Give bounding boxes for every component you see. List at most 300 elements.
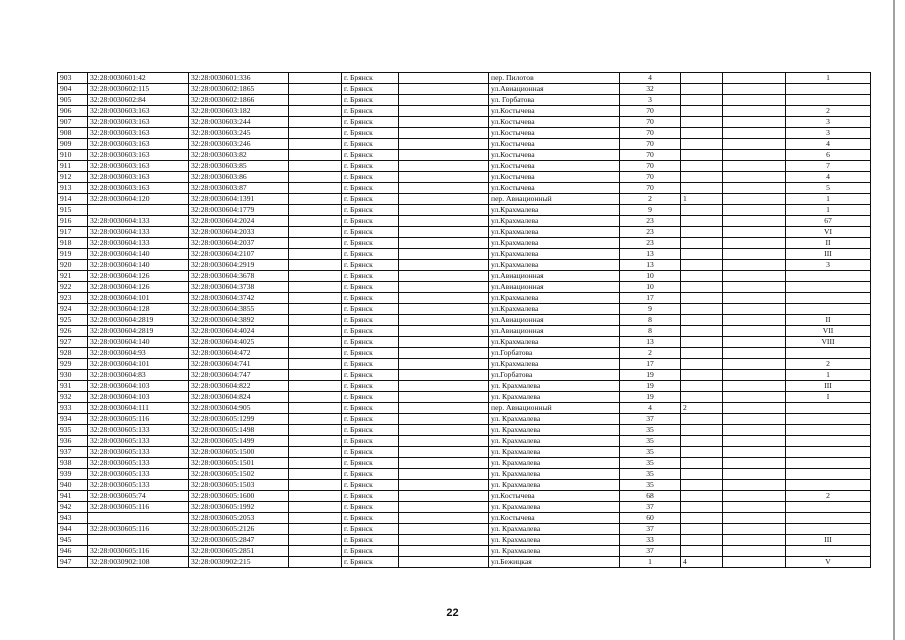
building-cell [681, 326, 723, 337]
empty-cell [399, 73, 489, 84]
apartment-cell: III [786, 381, 871, 392]
empty-cell [289, 392, 342, 403]
row-number-cell: 920 [58, 260, 88, 271]
empty-cell [399, 205, 489, 216]
cadastral-number-cell: 32:28:0030604:133 [88, 238, 189, 249]
table-row [58, 271, 871, 282]
building-cell [681, 282, 723, 293]
cadastral-number-cell: 32:28:0030604:120 [88, 194, 189, 205]
house-number-cell: 37 [620, 546, 681, 557]
street-cell: ул.Костычева [489, 106, 620, 117]
house-number-cell: 37 [620, 524, 681, 535]
street-cell: пер. Авиационный [489, 403, 620, 414]
empty-cell [723, 260, 786, 271]
cadastral-number-cell: 32:28:0030604:101 [88, 359, 189, 370]
building-cell [681, 370, 723, 381]
table-row [58, 392, 871, 403]
street-cell: ул. Крахмалева [489, 535, 620, 546]
empty-cell [399, 403, 489, 414]
apartment-cell: V [786, 557, 871, 568]
building-cell [681, 150, 723, 161]
row-number-cell: 934 [58, 414, 88, 425]
city-cell: г. Брянск [342, 84, 399, 95]
building-cell [681, 293, 723, 304]
house-number-cell: 35 [620, 480, 681, 491]
house-number-cell: 13 [620, 249, 681, 260]
page-number: 22 [446, 607, 459, 619]
object-cadastral-number-cell: 32:28:0030605:1600 [189, 491, 289, 502]
empty-cell [289, 249, 342, 260]
object-cadastral-number-cell: 32:28:0030604:472 [189, 348, 289, 359]
city-cell: г. Брянск [342, 304, 399, 315]
apartment-cell: 1 [786, 370, 871, 381]
city-cell: г. Брянск [342, 502, 399, 513]
city-cell: г. Брянск [342, 194, 399, 205]
empty-cell [289, 447, 342, 458]
empty-cell [289, 106, 342, 117]
table-row [58, 502, 871, 513]
object-cadastral-number-cell: 32:28:0030604:905 [189, 403, 289, 414]
table-row [58, 227, 871, 238]
cadastral-number-cell: 32:28:0030605:74 [88, 491, 189, 502]
empty-cell [399, 183, 489, 194]
apartment-cell: II [786, 315, 871, 326]
empty-cell [289, 183, 342, 194]
empty-cell [399, 139, 489, 150]
apartment-cell [786, 480, 871, 491]
city-cell: г. Брянск [342, 557, 399, 568]
house-number-cell: 32 [620, 84, 681, 95]
empty-cell [723, 84, 786, 95]
city-cell: г. Брянск [342, 381, 399, 392]
scan-edge-shadow [893, 0, 895, 640]
building-cell [681, 392, 723, 403]
house-number-cell: 70 [620, 139, 681, 150]
street-cell: ул.Авиационная [489, 84, 620, 95]
cadastral-number-cell: 32:28:0030604:103 [88, 392, 189, 403]
city-cell: г. Брянск [342, 513, 399, 524]
empty-cell [723, 205, 786, 216]
street-cell: ул.Авиационная [489, 315, 620, 326]
city-cell: г. Брянск [342, 205, 399, 216]
empty-cell [399, 469, 489, 480]
street-cell: ул. Крахмалева [489, 502, 620, 513]
apartment-cell: VIII [786, 337, 871, 348]
empty-cell [399, 293, 489, 304]
empty-cell [723, 117, 786, 128]
building-cell [681, 238, 723, 249]
cadastral-number-cell: 32:28:0030604:133 [88, 227, 189, 238]
empty-cell [723, 513, 786, 524]
empty-cell [723, 183, 786, 194]
empty-cell [289, 117, 342, 128]
house-number-cell: 35 [620, 458, 681, 469]
cadastral-number-cell: 32:28:0030604:140 [88, 337, 189, 348]
city-cell: г. Брянск [342, 216, 399, 227]
city-cell: г. Брянск [342, 183, 399, 194]
row-number-cell: 912 [58, 172, 88, 183]
empty-cell [399, 535, 489, 546]
city-cell: г. Брянск [342, 315, 399, 326]
building-cell [681, 95, 723, 106]
street-cell: ул.Костычева [489, 491, 620, 502]
cadastral-number-cell: 32:28:0030604:128 [88, 304, 189, 315]
empty-cell [723, 194, 786, 205]
empty-cell [289, 161, 342, 172]
property-register-table [57, 72, 871, 568]
city-cell: г. Брянск [342, 458, 399, 469]
object-cadastral-number-cell: 32:28:0030603:245 [189, 128, 289, 139]
table-row [58, 381, 871, 392]
object-cadastral-number-cell: 32:28:0030605:1498 [189, 425, 289, 436]
empty-cell [723, 271, 786, 282]
empty-cell [723, 73, 786, 84]
city-cell: г. Брянск [342, 491, 399, 502]
street-cell: ул.Горбатова [489, 348, 620, 359]
object-cadastral-number-cell: 32:28:0030604:4024 [189, 326, 289, 337]
empty-cell [723, 414, 786, 425]
empty-cell [289, 227, 342, 238]
table-row [58, 315, 871, 326]
apartment-cell: 67 [786, 216, 871, 227]
house-number-cell: 37 [620, 414, 681, 425]
object-cadastral-number-cell: 32:28:0030605:1992 [189, 502, 289, 513]
street-cell: ул. Крахмалева [489, 546, 620, 557]
apartment-cell [786, 425, 871, 436]
empty-cell [723, 436, 786, 447]
table-row [58, 161, 871, 172]
empty-cell [399, 238, 489, 249]
apartment-cell: 3 [786, 117, 871, 128]
cadastral-number-cell: 32:28:0030604:126 [88, 271, 189, 282]
street-cell: ул.Крахмалева [489, 216, 620, 227]
apartment-cell: 7 [786, 161, 871, 172]
row-number-cell: 947 [58, 557, 88, 568]
register-table-body [58, 73, 871, 568]
cadastral-number-cell [88, 513, 189, 524]
row-number-cell: 911 [58, 161, 88, 172]
apartment-cell: 2 [786, 106, 871, 117]
apartment-cell: 4 [786, 172, 871, 183]
empty-cell [723, 348, 786, 359]
object-cadastral-number-cell: 32:28:0030604:2033 [189, 227, 289, 238]
house-number-cell: 35 [620, 447, 681, 458]
house-number-cell: 10 [620, 271, 681, 282]
empty-cell [723, 546, 786, 557]
street-cell: ул. Крахмалева [489, 436, 620, 447]
cadastral-number-cell: 32:28:0030601:42 [88, 73, 189, 84]
table-row [58, 84, 871, 95]
object-cadastral-number-cell: 32:28:0030601:336 [189, 73, 289, 84]
house-number-cell: 70 [620, 128, 681, 139]
empty-cell [399, 436, 489, 447]
empty-cell [399, 282, 489, 293]
building-cell [681, 117, 723, 128]
cadastral-number-cell: 32:28:0030604:101 [88, 293, 189, 304]
empty-cell [399, 359, 489, 370]
house-number-cell: 4 [620, 73, 681, 84]
house-number-cell: 70 [620, 183, 681, 194]
street-cell: ул. Крахмалева [489, 381, 620, 392]
city-cell: г. Брянск [342, 348, 399, 359]
building-cell [681, 546, 723, 557]
object-cadastral-number-cell: 32:28:0030603:87 [189, 183, 289, 194]
empty-cell [399, 194, 489, 205]
table-row [58, 73, 871, 84]
house-number-cell: 8 [620, 315, 681, 326]
empty-cell [723, 238, 786, 249]
cadastral-number-cell: 32:28:0030603:163 [88, 117, 189, 128]
empty-cell [289, 194, 342, 205]
street-cell: ул.Авиационная [489, 326, 620, 337]
building-cell: 2 [681, 403, 723, 414]
street-cell: ул.Крахмалева [489, 205, 620, 216]
object-cadastral-number-cell: 32:28:0030603:82 [189, 150, 289, 161]
object-cadastral-number-cell: 32:28:0030604:2107 [189, 249, 289, 260]
empty-cell [289, 216, 342, 227]
empty-cell [399, 524, 489, 535]
empty-cell [289, 337, 342, 348]
empty-cell [289, 557, 342, 568]
house-number-cell: 3 [620, 95, 681, 106]
street-cell: ул.Крахмалева [489, 337, 620, 348]
empty-cell [289, 458, 342, 469]
empty-cell [289, 403, 342, 414]
house-number-cell: 9 [620, 304, 681, 315]
building-cell [681, 348, 723, 359]
row-number-cell: 936 [58, 436, 88, 447]
object-cadastral-number-cell: 32:28:0030604:3855 [189, 304, 289, 315]
empty-cell [289, 348, 342, 359]
street-cell: ул. Крахмалева [489, 469, 620, 480]
street-cell: ул. Крахмалева [489, 480, 620, 491]
empty-cell [723, 403, 786, 414]
street-cell: ул. Крахмалева [489, 458, 620, 469]
building-cell: 1 [681, 194, 723, 205]
building-cell [681, 513, 723, 524]
empty-cell [723, 293, 786, 304]
row-number-cell: 923 [58, 293, 88, 304]
row-number-cell: 932 [58, 392, 88, 403]
house-number-cell: 8 [620, 326, 681, 337]
cadastral-number-cell: 32:28:0030604:2819 [88, 315, 189, 326]
table-row [58, 480, 871, 491]
street-cell: ул.Крахмалева [489, 293, 620, 304]
apartment-cell [786, 271, 871, 282]
cadastral-number-cell: 32:28:0030605:116 [88, 414, 189, 425]
apartment-cell: III [786, 535, 871, 546]
house-number-cell: 23 [620, 238, 681, 249]
object-cadastral-number-cell: 32:28:0030605:2053 [189, 513, 289, 524]
city-cell: г. Брянск [342, 271, 399, 282]
street-cell: ул.Крахмалева [489, 260, 620, 271]
apartment-cell [786, 403, 871, 414]
building-cell [681, 106, 723, 117]
apartment-cell [786, 282, 871, 293]
empty-cell [723, 95, 786, 106]
city-cell: г. Брянск [342, 469, 399, 480]
empty-cell [723, 315, 786, 326]
row-number-cell: 929 [58, 359, 88, 370]
building-cell [681, 447, 723, 458]
row-number-cell: 930 [58, 370, 88, 381]
object-cadastral-number-cell: 32:28:0030604:741 [189, 359, 289, 370]
city-cell: г. Брянск [342, 172, 399, 183]
table-row [58, 106, 871, 117]
house-number-cell: 9 [620, 205, 681, 216]
empty-cell [399, 315, 489, 326]
street-cell: пер. Пилотов [489, 73, 620, 84]
empty-cell [399, 458, 489, 469]
empty-cell [723, 216, 786, 227]
object-cadastral-number-cell: 32:28:0030604:822 [189, 381, 289, 392]
empty-cell [289, 381, 342, 392]
cadastral-number-cell: 32:28:0030605:133 [88, 436, 189, 447]
object-cadastral-number-cell: 32:28:0030604:3892 [189, 315, 289, 326]
building-cell [681, 502, 723, 513]
empty-cell [399, 150, 489, 161]
street-cell: ул.Горбатова [489, 370, 620, 381]
street-cell: ул.Крахмалева [489, 238, 620, 249]
cadastral-number-cell: 32:28:0030604:83 [88, 370, 189, 381]
cadastral-number-cell: 32:28:0030603:163 [88, 150, 189, 161]
row-number-cell: 940 [58, 480, 88, 491]
table-row [58, 403, 871, 414]
building-cell [681, 337, 723, 348]
street-cell: ул. Крахмалева [489, 447, 620, 458]
empty-cell [723, 128, 786, 139]
building-cell [681, 535, 723, 546]
street-cell: ул. Крахмалева [489, 414, 620, 425]
apartment-cell: 1 [786, 205, 871, 216]
object-cadastral-number-cell: 32:28:0030605:1503 [189, 480, 289, 491]
object-cadastral-number-cell: 32:28:0030604:3742 [189, 293, 289, 304]
table-row [58, 447, 871, 458]
street-cell: ул.Крахмалева [489, 227, 620, 238]
cadastral-number-cell: 32:28:0030605:116 [88, 524, 189, 535]
apartment-cell [786, 293, 871, 304]
apartment-cell [786, 348, 871, 359]
row-number-cell: 941 [58, 491, 88, 502]
city-cell: г. Брянск [342, 436, 399, 447]
building-cell [681, 161, 723, 172]
empty-cell [289, 359, 342, 370]
building-cell [681, 491, 723, 502]
empty-cell [399, 117, 489, 128]
table-row [58, 370, 871, 381]
object-cadastral-number-cell: 32:28:0030603:244 [189, 117, 289, 128]
apartment-cell: 4 [786, 139, 871, 150]
table-row [58, 326, 871, 337]
apartment-cell: 5 [786, 183, 871, 194]
row-number-cell: 914 [58, 194, 88, 205]
empty-cell [723, 172, 786, 183]
empty-cell [399, 447, 489, 458]
cadastral-number-cell: 32:28:0030604:103 [88, 381, 189, 392]
street-cell: ул. Крахмалева [489, 392, 620, 403]
empty-cell [289, 480, 342, 491]
object-cadastral-number-cell: 32:28:0030605:1502 [189, 469, 289, 480]
apartment-cell: 1 [786, 73, 871, 84]
cadastral-number-cell [88, 205, 189, 216]
row-number-cell: 944 [58, 524, 88, 535]
table-row [58, 139, 871, 150]
house-number-cell: 70 [620, 106, 681, 117]
table-row [58, 524, 871, 535]
object-cadastral-number-cell: 32:28:0030602:1866 [189, 95, 289, 106]
object-cadastral-number-cell: 32:28:0030602:1865 [189, 84, 289, 95]
row-number-cell: 921 [58, 271, 88, 282]
empty-cell [399, 128, 489, 139]
object-cadastral-number-cell: 32:28:0030605:1299 [189, 414, 289, 425]
row-number-cell: 903 [58, 73, 88, 84]
object-cadastral-number-cell: 32:28:0030603:182 [189, 106, 289, 117]
empty-cell [399, 392, 489, 403]
row-number-cell: 906 [58, 106, 88, 117]
city-cell: г. Брянск [342, 106, 399, 117]
city-cell: г. Брянск [342, 282, 399, 293]
empty-cell [399, 370, 489, 381]
empty-cell [723, 249, 786, 260]
empty-cell [399, 106, 489, 117]
empty-cell [723, 458, 786, 469]
city-cell: г. Брянск [342, 227, 399, 238]
house-number-cell: 19 [620, 392, 681, 403]
apartment-cell: I [786, 392, 871, 403]
empty-cell [289, 84, 342, 95]
street-cell: ул.Крахмалева [489, 249, 620, 260]
apartment-cell: VI [786, 227, 871, 238]
object-cadastral-number-cell: 32:28:0030604:2919 [189, 260, 289, 271]
apartment-cell: 6 [786, 150, 871, 161]
empty-cell [723, 370, 786, 381]
city-cell: г. Брянск [342, 95, 399, 106]
empty-cell [289, 150, 342, 161]
cadastral-number-cell: 32:28:0030605:133 [88, 447, 189, 458]
building-cell [681, 216, 723, 227]
table-row [58, 282, 871, 293]
house-number-cell: 35 [620, 436, 681, 447]
building-cell [681, 381, 723, 392]
apartment-cell [786, 524, 871, 535]
table-row [58, 150, 871, 161]
house-number-cell: 68 [620, 491, 681, 502]
apartment-cell: 3 [786, 128, 871, 139]
object-cadastral-number-cell: 32:28:0030604:1779 [189, 205, 289, 216]
row-number-cell: 919 [58, 249, 88, 260]
cadastral-number-cell: 32:28:0030603:163 [88, 106, 189, 117]
table-row [58, 293, 871, 304]
empty-cell [399, 425, 489, 436]
street-cell: ул.Костычева [489, 161, 620, 172]
cadastral-number-cell: 32:28:0030604:93 [88, 348, 189, 359]
building-cell [681, 425, 723, 436]
cadastral-number-cell: 32:28:0030605:133 [88, 458, 189, 469]
building-cell [681, 315, 723, 326]
house-number-cell: 17 [620, 293, 681, 304]
empty-cell [289, 513, 342, 524]
empty-cell [723, 557, 786, 568]
object-cadastral-number-cell: 32:28:0030603:86 [189, 172, 289, 183]
empty-cell [399, 216, 489, 227]
apartment-cell: II [786, 238, 871, 249]
cadastral-number-cell [88, 535, 189, 546]
empty-cell [723, 106, 786, 117]
house-number-cell: 60 [620, 513, 681, 524]
row-number-cell: 927 [58, 337, 88, 348]
house-number-cell: 35 [620, 425, 681, 436]
apartment-cell [786, 546, 871, 557]
